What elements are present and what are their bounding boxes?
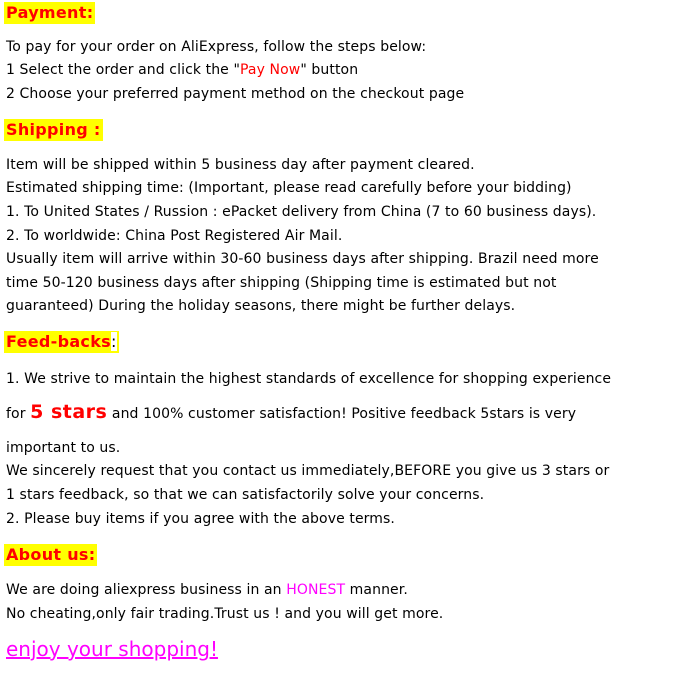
about-heading: About us: [6, 545, 96, 564]
shipping-line-7: guaranteed) During the holiday seasons, there might be further delays. [6, 298, 516, 314]
payment-heading: Payment: [6, 3, 94, 22]
feedback-heading-text: Feed-backs [6, 332, 111, 351]
feedback-line-5: 1 stars feedback, so that we can satisfactorily solve your concerns. [6, 487, 485, 503]
feedback-heading-colon: : [110, 332, 117, 351]
five-stars-highlight: 5 stars [30, 401, 108, 423]
shipping-heading: Shipping : [6, 120, 101, 139]
payment-line-3: 2 Choose your preferred payment method on the checkout page [6, 86, 465, 102]
shipping-line-3: 1. To United States / Russion : ePacket delivery from China (7 to 60 business days). [6, 204, 597, 220]
feedback-heading [4, 331, 119, 353]
payment-line-2 [6, 59, 358, 81]
feedback-line-1: 1. We strive to maintain the highest standards of excellence for shopping experience [6, 371, 612, 387]
feedback-line-2-suffix: and 100% customer satisfaction! Positive feedback 5stars is very [107, 406, 577, 422]
feedback-line-6: 2. Please buy items if you agree with the above terms. [6, 511, 395, 527]
honest-highlight: HONEST [286, 582, 346, 598]
shipping-line-2: Estimated shipping time: (Important, please read carefully before your bidding) [6, 180, 572, 196]
feedback-line-2 [6, 401, 576, 425]
feedback-line-3: important to us. [6, 440, 121, 456]
about-line-2: No cheating,only fair trading.Trust us ! and you will get more. [6, 606, 444, 622]
about-line-1 [6, 579, 408, 601]
shipping-line-6: time 50-120 business days after shipping (Shipping time is estimated but not [6, 275, 557, 291]
pay-now-highlight: Pay Now [240, 62, 301, 78]
shipping-line-5: Usually item will arrive within 30-60 business days after shipping. Brazil need more [6, 251, 599, 267]
payment-line-2-suffix: " button [300, 62, 359, 78]
about-line-1-suffix: manner. [345, 582, 408, 598]
shipping-line-1: Item will be shipped within 5 business day after payment cleared. [6, 157, 475, 173]
payment-line-2-prefix: 1 Select the order and click the " [6, 62, 240, 78]
feedback-line-4: We sincerely request that you contact us immediately,BEFORE you give us 3 stars or [6, 463, 610, 479]
payment-line-1: To pay for your order on AliExpress, follow the steps below: [6, 39, 427, 55]
enjoy-shopping-text: enjoy your shopping! [6, 637, 218, 661]
shipping-line-4: 2. To worldwide: China Post Registered Air Mail. [6, 228, 343, 244]
feedback-line-2-prefix: for [6, 406, 31, 422]
about-line-1-prefix: We are doing aliexpress business in an [6, 582, 287, 598]
